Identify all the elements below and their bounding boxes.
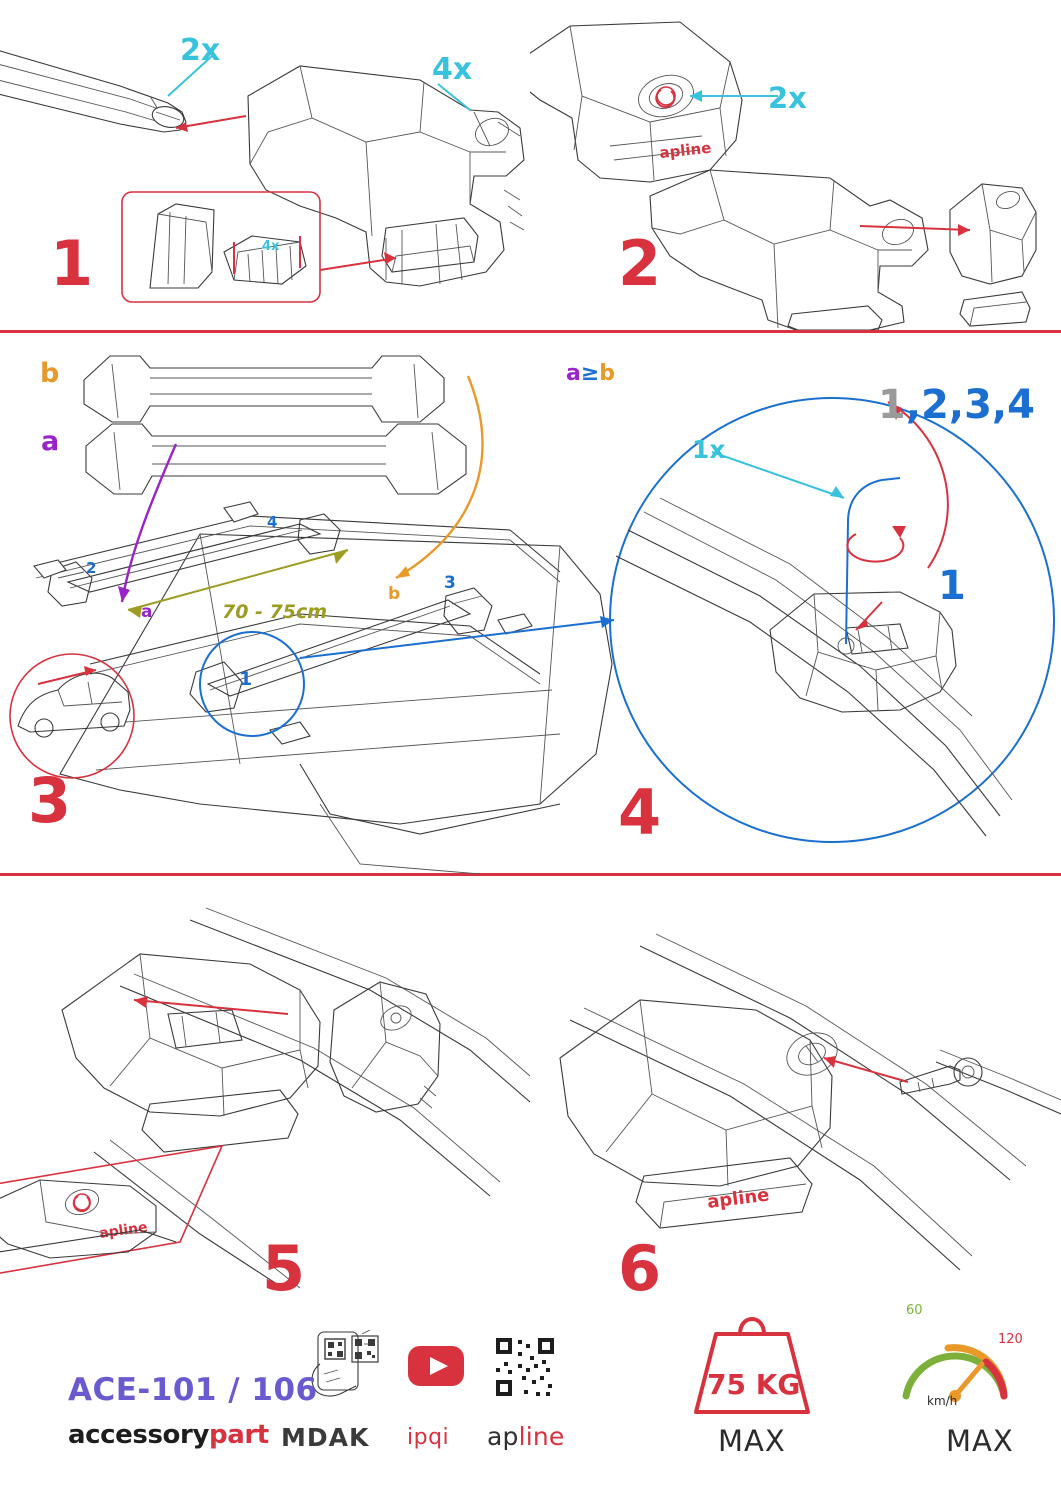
guide-label-a: a — [141, 602, 153, 622]
tighten-order-big: 1 — [938, 563, 966, 609]
svg-text:apline: apline — [98, 1219, 149, 1242]
step-4-illustration — [600, 380, 1061, 860]
weight-limit-value: 75 KG — [707, 1368, 801, 1401]
quantity-label-pad: 4x — [432, 52, 473, 87]
position-label-2: 2 — [86, 559, 97, 577]
rack-foot-5 — [62, 954, 320, 1152]
brand-mdak: MDAK — [281, 1423, 370, 1452]
rack-foot-lower-drawing — [650, 170, 928, 330]
assembly-arrows-2 — [690, 90, 970, 236]
roof-rail-clips — [34, 502, 532, 744]
step-number-5: 5 — [262, 1232, 307, 1305]
speed-limit-max-label: MAX — [946, 1424, 1014, 1458]
bar-profile-b — [84, 356, 444, 422]
step-number-4: 4 — [618, 776, 663, 849]
brand-apline-part1: ap — [487, 1422, 519, 1451]
youtube-icon — [408, 1346, 464, 1386]
condition-label — [566, 363, 615, 385]
brand-ipqi: ipqi — [407, 1425, 450, 1450]
quantity-label-bar: 2x — [180, 33, 221, 68]
section-divider-1 — [0, 330, 1061, 333]
inset-pad-detail — [122, 192, 320, 302]
condition-operator: ≥ — [580, 361, 600, 386]
step-number-6: 6 — [618, 1232, 663, 1305]
count-pointer — [712, 452, 844, 498]
bar-label-b: b — [40, 358, 60, 389]
key-insert-arrow — [824, 1058, 908, 1082]
distance-label: 70 - 75cm — [222, 601, 328, 623]
svg-text:apline: apline — [658, 138, 713, 162]
quantity-label-inset: 4x — [262, 239, 280, 254]
condition-b: b — [599, 361, 616, 386]
step-number-3: 3 — [28, 764, 73, 837]
tighten-order-rest: ,2,3,4 — [905, 382, 1035, 428]
product-model-label: ACE-101 / 106 — [68, 1372, 318, 1408]
roof-bar-drawing — [0, 48, 186, 132]
turns-label: 1x — [692, 435, 726, 464]
qr-code-icon — [494, 1336, 556, 1398]
step-number-2: 2 — [618, 227, 663, 300]
weight-limit-max-label: MAX — [718, 1424, 786, 1458]
step-number-1: 1 — [50, 227, 95, 300]
speed-tick-min: 60 — [906, 1303, 923, 1318]
detail-pointer — [300, 620, 614, 658]
zoom-circle — [610, 398, 1054, 849]
guide-label-b: b — [388, 584, 401, 604]
bar-profile-a — [86, 424, 466, 494]
inset-lock-detail-5 — [0, 1146, 222, 1280]
placement-guides — [118, 376, 482, 602]
tighten-order-first: 1 — [878, 382, 906, 428]
brand-accessorypart-part1: accessory — [68, 1420, 209, 1450]
speed-tick-max: 120 — [998, 1332, 1023, 1347]
position-label-4: 4 — [267, 513, 278, 531]
brand-accessorypart-part2: part — [209, 1420, 269, 1450]
end-cap-drawing — [950, 184, 1036, 326]
rack-foot-top-drawing — [530, 22, 742, 182]
svg-text:apline: apline — [706, 1184, 771, 1213]
position-label-3: 3 — [444, 573, 456, 593]
quantity-label-lock: 2x — [768, 81, 807, 115]
weight-limit-icon — [682, 1300, 822, 1420]
step-2-illustration — [530, 0, 1061, 330]
roof-rail-6 — [570, 934, 1061, 1270]
lock-cover-5 — [330, 982, 440, 1112]
condition-a: a — [566, 361, 581, 386]
bar-label-a: a — [41, 426, 60, 457]
footer-icon-row — [300, 1330, 580, 1410]
tighten-order-label — [878, 382, 1035, 428]
lock-cylinder-6 — [780, 1025, 844, 1083]
vehicle-direction-inset — [10, 654, 134, 778]
brand-apline-part2: line — [518, 1422, 565, 1451]
brand-accessorypart — [68, 1420, 269, 1450]
qr-hand-icon — [312, 1330, 378, 1396]
position-label-1: 1 — [239, 668, 253, 690]
rack-foot-zoom — [770, 592, 956, 712]
step-6-illustration — [540, 890, 1061, 1270]
roof-rail-5 — [94, 908, 530, 1290]
car-roof-drawing — [60, 534, 612, 874]
speed-unit-label: km/h — [927, 1394, 958, 1408]
brand-apline — [487, 1422, 565, 1451]
step-5-illustration — [0, 890, 530, 1290]
